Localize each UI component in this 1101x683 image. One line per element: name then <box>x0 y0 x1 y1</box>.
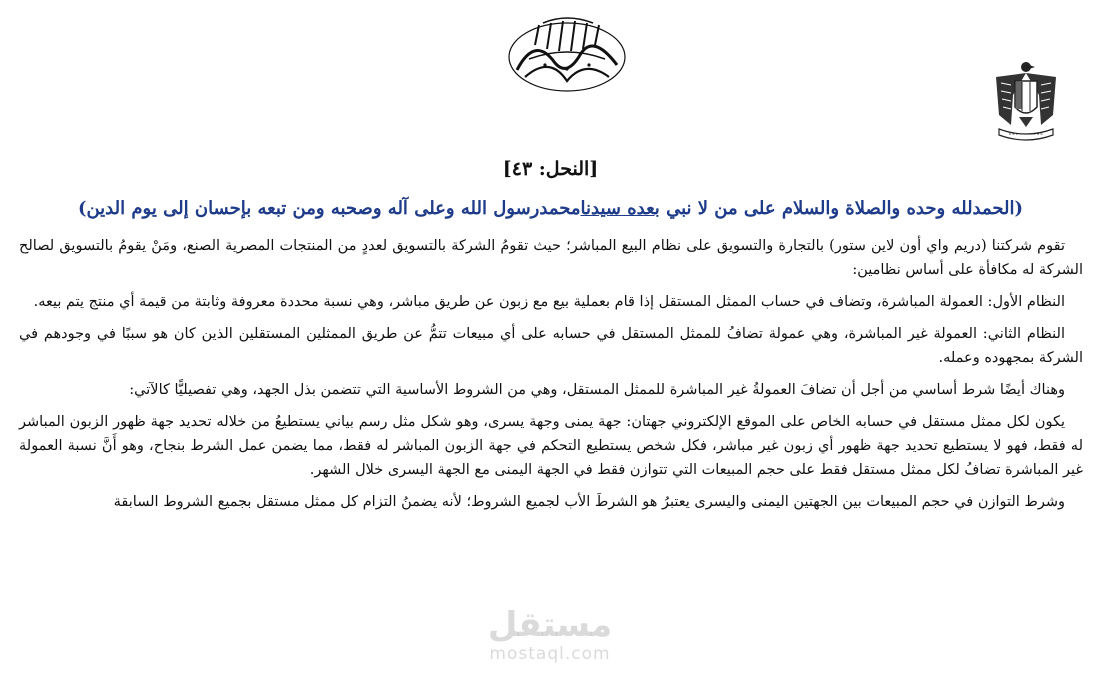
paragraph-intro: تقوم شركتنا (دريم واي أون لاين ستور) بالتجارة والتسويق على نظام البيع المباشر؛ حيث تقومُ الشركة بالتسويق لعددٍ من المنتجات المصرية الصنع، ومَنْ يقومُ بالتسويق لصالح الشركة له مكافأة على أساس نظامين: <box>19 238 1083 278</box>
paragraph-basic-condition: وهناك أيضًا شرط أساسي من أجل أن تضافَ العمولةُ غير المباشرة للممثل المستقل، وهي من الشروط الأساسية التي تتضمن بذل الجهد، وهي تفصيليًّا كالآتي: <box>129 382 1065 398</box>
watermark-latin: mostaql.com <box>489 644 611 664</box>
mostaql-watermark <box>475 605 625 663</box>
opening-part-2: محمدرسول الله وعلى آله وصحبه ومن تبعه بإحسان إلى يوم الدين) <box>77 198 581 219</box>
paragraph-system-one: النظام الأول: العمولة المباشرة، وتضاف في حساب الممثل المستقل إذا قام بعملية بيع مع زبون عن طريق مباشر، وهي نسبة محددة معروفة وثابتة من قيمة أي منتج يتم بيعه. <box>33 294 1065 310</box>
paragraph-balance-condition: وشرط التوازن في حجم المبيعات بين الجهتين اليمنى واليسرى يعتبرُ هو الشرطَ الأب لجميع الشروط؛ لأنه يضمنُ التزام كل ممثل مستقل بجميع الشروط السابقة <box>113 494 1065 510</box>
document-body <box>19 234 1083 522</box>
verse-reference: [النحل: ٤٣] <box>502 158 599 180</box>
paragraph-sides-explanation: يكون لكل ممثل مستقل في حسابه الخاص على الموقع الإلكتروني جهتان: جهة يمنى وجهة يسرى، وهو شكل مثل رسم بياني يستطيعُ من خلاله تحديد جهة ظهور الزبون المباشر له فقط، فهو لا يستطيع تحديد جهة ظهور أي زبون غير مباشر، فكل شخص يستطيع التحكم في جهة الزبون المباشر له فقط، مما يضمن عمل الشرط بنجاح، وهو أَنَّ نسبة العمولة غير المباشرة تضافُ لكل ممثل مستقل فقط على حجم المبيعات التي تتوازن فقط في الجهة اليمنى مع الجهة اليسرى خلال الشهر. <box>19 414 1083 478</box>
watermark-arabic: مستقل <box>487 605 613 645</box>
egypt-eagle-emblem-icon <box>991 55 1061 145</box>
basmala-calligraphy-icon <box>505 15 630 95</box>
paragraph-system-two: النظام الثاني: العمولة غير المباشرة، وهي عمولة تضافُ للممثل المستقل في حسابه على أي مبيعات تتمُّ عن طريق الممثلين المستقلين الذين كان هو سببًا في وجودهم في الشركة بمجهوده وعمله. <box>19 326 1083 366</box>
opening-part-1: (الحمدلله وحده والصلاة والسلام على من لا نبي <box>659 198 1024 219</box>
opening-underlined-part: بعده سيدنا <box>580 198 660 219</box>
opening-praise-line <box>0 198 1101 219</box>
